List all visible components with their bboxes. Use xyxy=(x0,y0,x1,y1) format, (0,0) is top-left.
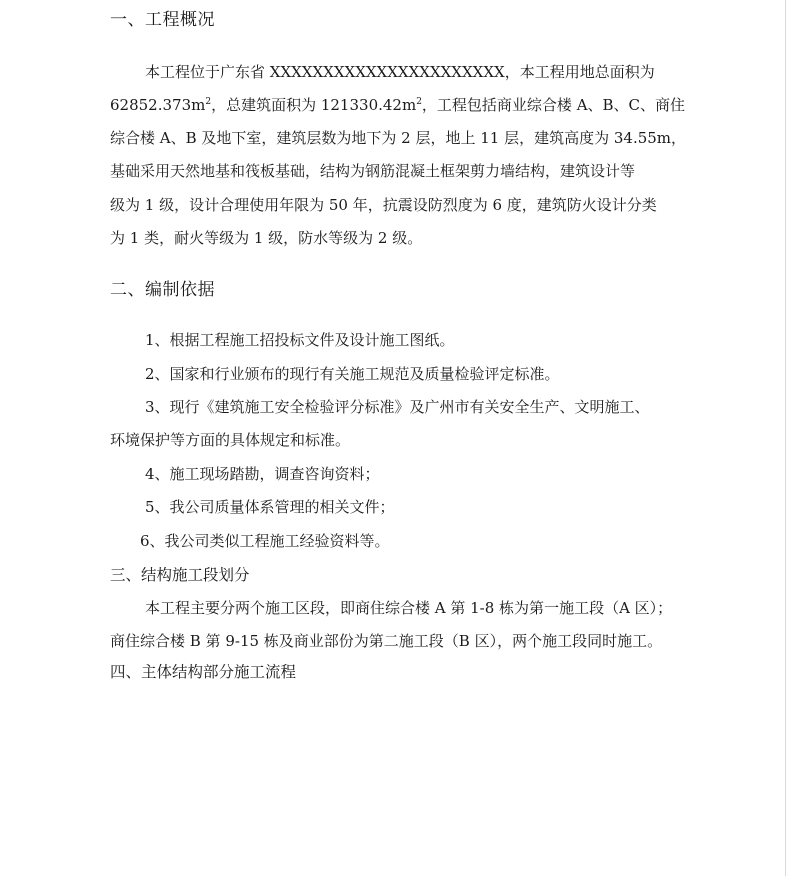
section-heading-segments: 三、结构施工段划分 xyxy=(110,566,250,584)
overview-line-3: 综合楼 A、B 及地下室，建筑层数为地下为 2 层，地上 11 层，建筑高度为 34.55m， xyxy=(110,129,687,147)
basis-item-6: 6、我公司类似工程施工经验资料等。 xyxy=(140,532,390,550)
segments-line-1: 本工程主要分两个施工区段，即商住综合楼 A 第 1-8 栋为第一施工段（A 区）； xyxy=(145,599,673,617)
overview-line-4: 基础采用天然地基和筏板基础，结构为钢筋混凝土框架剪力墙结构，建筑设计等 xyxy=(110,162,636,180)
basis-item-5: 5、我公司质量体系管理的相关文件； xyxy=(145,498,395,516)
overview-line-5: 级为 1 级，设计合理使用年限为 50 年，抗震设防烈度为 6 度，建筑防火设计分类 xyxy=(110,196,657,214)
basis-item-4: 4、施工现场踏勘，调查咨询资料； xyxy=(145,465,380,483)
basis-item-3-continued: 环境保护等方面的具体规定和标准。 xyxy=(110,431,351,449)
overview-line-6: 为 1 类，耐火等级为 1 级，防水等级为 2 级。 xyxy=(110,229,423,247)
section-heading-overview: 一、工程概况 xyxy=(110,10,215,30)
basis-item-1: 1、根据工程施工招投标文件及设计施工图纸。 xyxy=(145,331,455,349)
section-heading-process: 四、主体结构部分施工流程 xyxy=(110,663,297,681)
segments-line-2: 商住综合楼 B 第 9-15 栋及商业部份为第二施工段（B 区），两个施工段同时施工。 xyxy=(110,632,663,650)
overview-line-2: $62852.373m^2$，总建筑面积为 $121330.42m^2$，工程包括商业综合楼 A、B、C、商住 xyxy=(110,96,686,114)
section-heading-basis: 二、编制依据 xyxy=(110,280,215,300)
basis-item-2: 2、国家和行业颁布的现行有关施工规范及质量检验评定标准。 xyxy=(145,365,560,383)
basis-item-3: 3、现行《建筑施工安全检验评分标准》及广州市有关安全生产、文明施工、 xyxy=(145,398,650,416)
overview-line-1: 本工程位于广东省 XXXXXXXXXXXXXXXXXXXXXX，本工程用地总面积为 xyxy=(145,63,655,81)
